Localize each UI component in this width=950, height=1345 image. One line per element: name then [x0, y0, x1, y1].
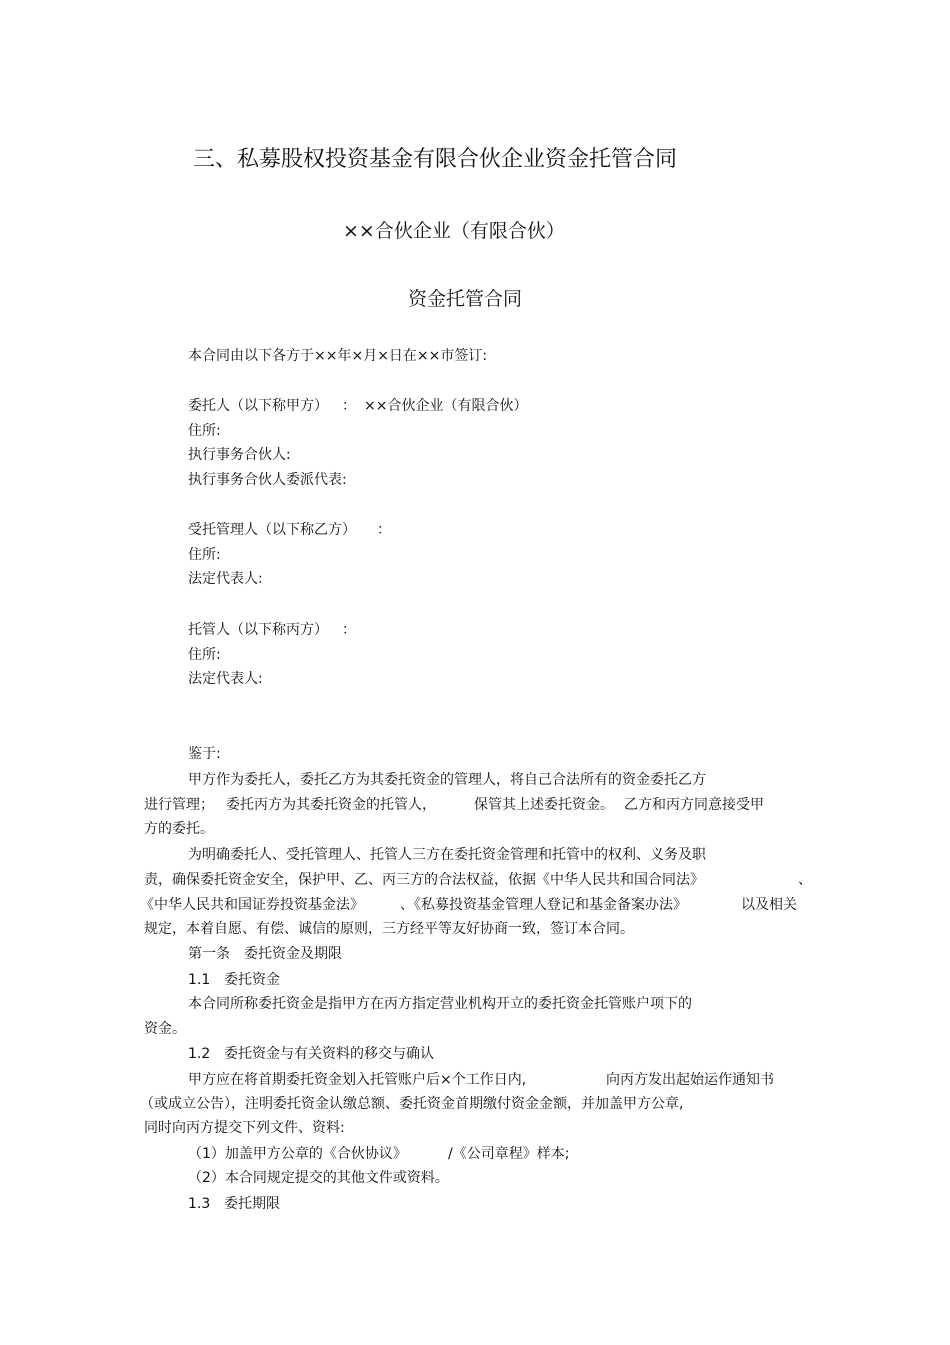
- section-1-1-title: 委托资金: [224, 972, 280, 988]
- contract-name: 资金托管合同: [408, 288, 523, 310]
- section-1-2-line1a: 甲方应在将首期委托资金划入托管账户后×个工作日内,: [188, 1072, 527, 1088]
- party-a-executive-partner: 执行事务合伙人:: [188, 447, 291, 463]
- party-a-value: ××合伙企业（有限合伙）: [364, 398, 528, 414]
- section-1-1-number: 1.1: [188, 972, 211, 988]
- section-1-2-line2: （或成立公告），注明委托资金认缴总额、委托资金首期缴付资金金额，并加盖甲方公章,: [140, 1096, 684, 1112]
- section-1-2-title: 委托资金与有关资料的移交与确认: [224, 1046, 434, 1062]
- document-title: 三、私募股权投资基金有限合伙企业资金托管合同: [193, 147, 678, 172]
- whereas-p2-line1: 为明确委托人、受托管理人、托管人三方在委托资金管理和托管中的权利、义务及职: [188, 847, 706, 863]
- whereas-p2-line2b: 、: [798, 872, 812, 888]
- whereas-heading: 鉴于:: [188, 746, 221, 762]
- whereas-p1-line2b: 委托丙方为其委托资金的托管人，: [226, 797, 436, 813]
- whereas-p2-line3b: 、《私募投资基金管理人登记和基金备案办法》: [400, 897, 687, 913]
- party-a-executive-rep: 执行事务合伙人委派代表:: [188, 472, 347, 488]
- section-1-2-line3: 同时向丙方提交下列文件、资料:: [144, 1120, 345, 1136]
- section-1-1-line1: 本合同所称委托资金是指甲方在丙方指定营业机构开立的委托资金托管账户项下的: [188, 996, 692, 1012]
- document-subtitle: ××合伙企业（有限合伙）: [343, 220, 565, 242]
- party-b-label: 受托管理人（以下称乙方）: [188, 522, 356, 538]
- party-a-colon: ：: [342, 398, 356, 414]
- whereas-p1-line2d: 乙方和丙方同意接受甲: [624, 797, 764, 813]
- section-1-2-line1b: 向丙方发出起始运作通知书: [606, 1072, 774, 1088]
- whereas-p1-line2c: 保管其上述委托资金。: [474, 797, 614, 813]
- whereas-p2-line4: 规定，本着自愿、有偿、诚信的原则，三方经平等友好协商一致，签订本合同。: [144, 921, 634, 937]
- party-b-address: 住所:: [188, 547, 221, 563]
- party-a-address: 住所:: [188, 423, 221, 439]
- intro-line: 本合同由以下各方于××年×月×日在××市签订:: [188, 348, 488, 364]
- party-b-colon: ：: [377, 522, 391, 538]
- party-c-colon: ：: [342, 622, 356, 638]
- section-1-3-title: 委托期限: [224, 1196, 280, 1212]
- party-b-legal-rep: 法定代表人:: [188, 571, 263, 587]
- section-1-1-line2: 资金。: [144, 1021, 186, 1037]
- party-c-address: 住所:: [188, 647, 221, 663]
- section-1-2-number: 1.2: [188, 1046, 211, 1062]
- whereas-p2-line3c: 以及相关: [741, 897, 797, 913]
- party-c-label: 托管人（以下称丙方）: [188, 622, 328, 638]
- whereas-p1-line1: 甲方作为委托人，委托乙方为其委托资金的管理人，将自己合法所有的资金委托乙方: [188, 772, 706, 788]
- section-1-3-number: 1.3: [188, 1196, 211, 1212]
- list-item-1b: /《公司章程》样本;: [448, 1146, 570, 1162]
- whereas-p1-line2a: 进行管理；: [144, 797, 214, 813]
- party-c-legal-rep: 法定代表人:: [188, 671, 263, 687]
- party-a-label: 委托人（以下称甲方）: [188, 398, 328, 414]
- whereas-p2-line3a: 《中华人民共和国证券投资基金法》: [140, 897, 364, 913]
- whereas-p1-line3: 方的委托。: [144, 821, 214, 837]
- article1-heading: 第一条 委托资金及期限: [188, 946, 342, 962]
- list-item-2: （2）本合同规定提交的其他文件或资料。: [188, 1170, 449, 1186]
- list-item-1a: （1）加盖甲方公章的《合伙协议》: [188, 1146, 407, 1162]
- whereas-p2-line2a: 责，确保委托资金安全，保护甲、乙、丙三方的合法权益，依据《中华人民共和国合同法》: [144, 872, 704, 888]
